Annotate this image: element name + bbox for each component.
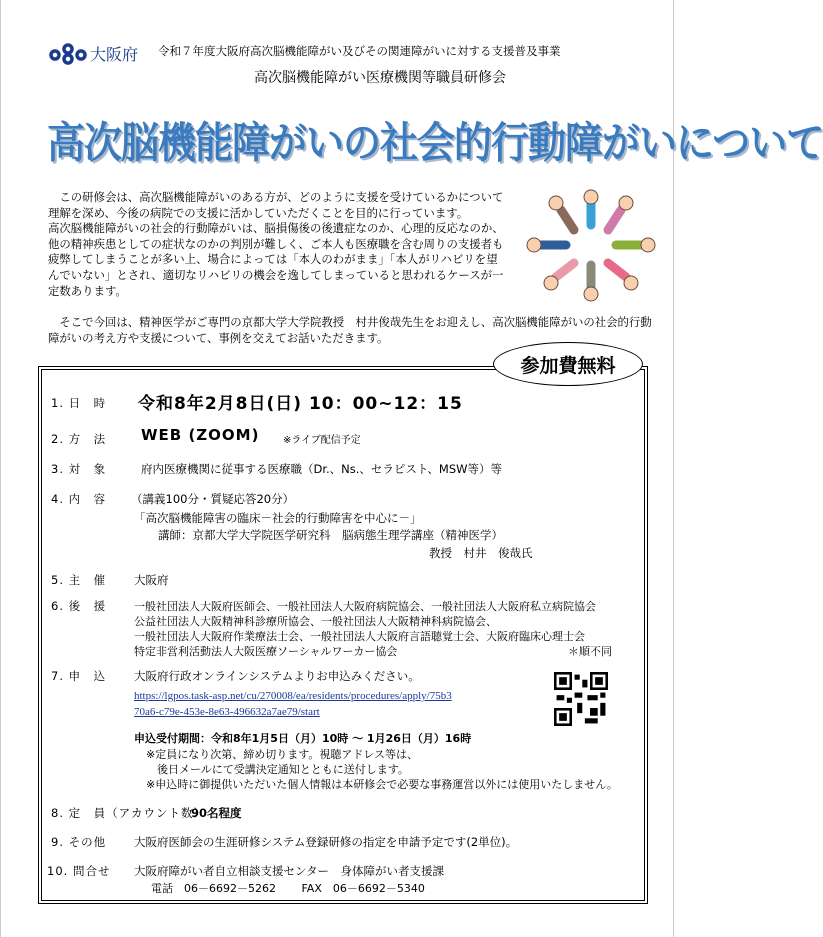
apply-link[interactable]: https://lgpos.task-asp.net/cu/270008/ea/residents/procedures/apply/75b3 — [134, 690, 452, 702]
apply-period: 申込受付期間：令和8年1月5日（月）10時 ～ 1月26日（月）16時 — [134, 732, 472, 745]
contact-value: 大阪府障がい者自立相談支援センター 身体障がい者支援課 — [134, 864, 445, 878]
intro-paragraph: そこで今回は、精神医学がご専門の京都大学大学院教授 村井俊哉先生をお迎えし、高次脳機能障がいの社会的行動障がいの考え方や支援について、事例を交えてお話いただきます。 — [48, 315, 652, 345]
method-note: ※ライブ配信予定 — [283, 435, 361, 446]
capacity-label: 8. 定 員（アカウント数） — [51, 806, 207, 820]
date-value: 令和8年2月8日(日) 10：00~12：15 — [138, 394, 463, 414]
apply-value: 大阪府行政オンラインシステムよりお申込みください。 — [134, 669, 420, 683]
intro-paragraph: この研修会は、高次脳機能障がいのある方が、どのように支援を受けているかについて理解を深め、今後の病院での支援に活かしていただくことを目的に行っています。 — [48, 190, 504, 220]
apply-note: ※申込時に御提供いただいた個人情報は本研修会で必要な事務運営以外には使用いたしません。 — [146, 778, 618, 791]
target-value: 府内医療機関に従事する医療職（Dr.、Ns.、セラピスト、MSW等）等 — [141, 462, 502, 476]
host-label: 5. 主 催 — [51, 573, 107, 587]
apply-link[interactable]: 70a6-c79e-453e-8e63-496632a7ae79/start — [134, 706, 320, 718]
seminar-name: 高次脳機能障がい医療機関等職員研修会 — [254, 70, 506, 86]
osaka-emblem-icon — [49, 43, 87, 65]
support-note: ＊順不同 — [568, 645, 612, 658]
other-label: 9. その他 — [51, 835, 107, 849]
other-value: 大阪府医師会の生涯研修システム登録研修の指定を申請予定です(2単位)。 — [134, 835, 518, 849]
content-value: （講義100分・質疑応答20分） — [131, 492, 295, 506]
host-value: 大阪府 — [134, 573, 169, 587]
contact-phone: 電話 06－6692－5262 FAX 06－6692－5340 — [151, 882, 425, 895]
page-title: 高次脳機能障がいの社会的行動障がいについて — [47, 118, 823, 168]
content-label: 4. 内 容 — [51, 492, 107, 506]
support-line: 一般社団法人大阪府作業療法士会、一般社団法人大阪府言語聴覚士会、大阪府臨床心理士会 — [134, 630, 585, 643]
target-label: 3. 対 象 — [51, 462, 107, 476]
osaka-logo — [49, 42, 138, 65]
free-admission-badge: 参加費無料 — [493, 342, 643, 386]
lecturer: 講師：京都大学大学院医学研究科 脳病態生理学講座（精神医学） — [158, 528, 503, 542]
method-label: 2. 方 法 — [51, 432, 107, 446]
lecturer-name: 教授 村井 俊哉氏 — [429, 546, 533, 560]
apply-note: ※定員になり次第、締め切ります。視聴アドレス等は、 — [146, 748, 419, 761]
qr-code-icon[interactable] — [554, 672, 608, 726]
intro-paragraph: 高次脳機能障がいの社会的行動障がいは、脳損傷後の後遺症なのか、心理的反応なのか、他の精神疾患としての症状なのかの判別が難しく、ご本人も医療職を含む周りの支援者も疲弊してしまうことが多い上、場合によっては「本人のわがまま」「本人がリハビリを望んでいない」とされ、適切なリハビリの機会を逸してしまっていると思われるケースが一定数あります。 — [48, 221, 504, 298]
content-theme: 「高次脳機能障害の臨床－社会的行動障害を中心に－」 — [134, 511, 422, 525]
support-line: 特定非営利活動法人大阪医療ソーシャルワーカー協会 — [134, 645, 398, 658]
contact-label: 10. 問合せ — [47, 864, 111, 878]
support-line: 公益社団法人大阪精神科診療所協会、一般社団法人大阪精神科病院協会、 — [134, 615, 497, 628]
support-line: 一般社団法人大阪府医師会、一般社団法人大阪府病院協会、一般社団法人大阪府私立病院協会 — [134, 600, 596, 613]
apply-label: 7. 申 込 — [51, 669, 107, 683]
method-value: WEB (ZOOM) — [141, 426, 260, 444]
people-circle-illustration — [526, 185, 656, 305]
intro-text — [48, 190, 508, 299]
support-label: 6. 後 援 — [51, 599, 107, 613]
program-subtitle: 令和７年度大阪府高次脳機能障がい及びその関連障がいに対する支援普及事業 — [158, 44, 561, 58]
capacity-value: 90名程度 — [191, 806, 242, 820]
logo-text: 大阪府 — [90, 45, 139, 64]
apply-note: 後日メールにて受講決定通知とともに送付します。 — [146, 763, 409, 776]
date-label: 1. 日 時 — [51, 396, 107, 410]
